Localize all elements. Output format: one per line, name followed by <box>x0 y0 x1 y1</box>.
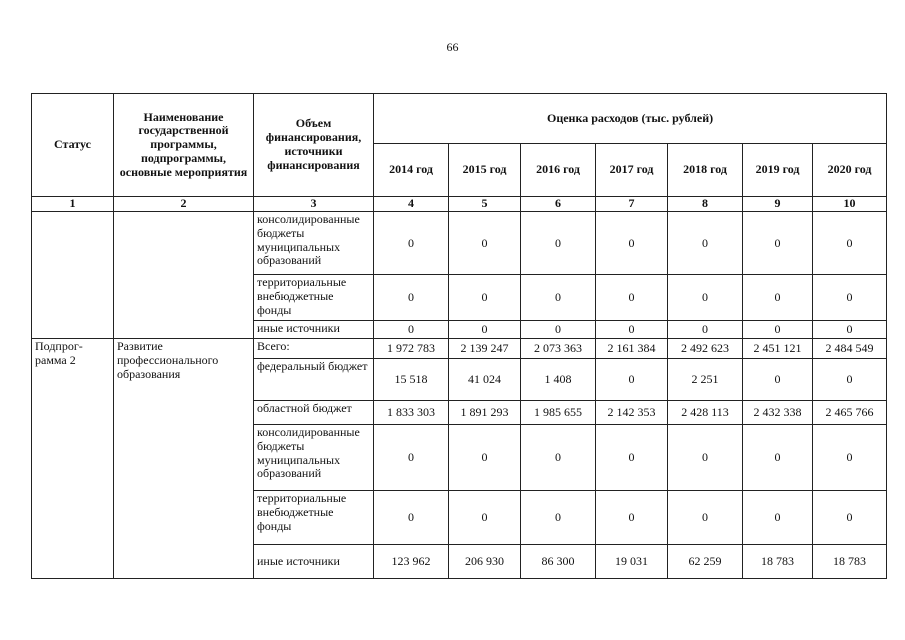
value-cell: 0 <box>743 425 813 491</box>
name-cell: Развитие профессионального образования <box>114 339 254 579</box>
value-cell: 0 <box>813 212 887 275</box>
header-year: 2015 год <box>449 144 521 197</box>
value-cell: 2 073 363 <box>521 339 596 359</box>
value-cell: 1 833 303 <box>374 401 449 425</box>
header-year: 2020 год <box>813 144 887 197</box>
header-volume: Объем финансирования, источники финансирования <box>254 94 374 197</box>
value-cell: 0 <box>743 359 813 401</box>
value-cell: 0 <box>668 275 743 321</box>
value-cell: 0 <box>449 275 521 321</box>
source-cell: консолидированные бюджеты муниципальных образований <box>254 212 374 275</box>
value-cell: 2 139 247 <box>449 339 521 359</box>
header-year: 2018 год <box>668 144 743 197</box>
value-cell: 2 432 338 <box>743 401 813 425</box>
page-number: 66 <box>446 40 459 54</box>
value-cell: 41 024 <box>449 359 521 401</box>
value-cell: 18 783 <box>743 545 813 579</box>
value-cell: 1 985 655 <box>521 401 596 425</box>
header-year: 2019 год <box>743 144 813 197</box>
value-cell: 2 161 384 <box>596 339 668 359</box>
value-cell: 0 <box>521 491 596 545</box>
value-cell: 0 <box>596 212 668 275</box>
name-cell <box>114 212 254 339</box>
header-name: Наименование государственной программы, подпрограммы, основные мероприятия <box>114 94 254 197</box>
value-cell: 1 408 <box>521 359 596 401</box>
value-cell: 0 <box>668 491 743 545</box>
column-number: 10 <box>813 197 887 212</box>
value-cell: 0 <box>743 275 813 321</box>
column-number: 4 <box>374 197 449 212</box>
value-cell: 1 972 783 <box>374 339 449 359</box>
value-cell: 0 <box>521 275 596 321</box>
value-cell: 0 <box>813 275 887 321</box>
value-cell: 2 142 353 <box>596 401 668 425</box>
value-cell: 0 <box>374 321 449 339</box>
value-cell: 0 <box>743 212 813 275</box>
value-cell: 0 <box>743 491 813 545</box>
value-cell: 123 962 <box>374 545 449 579</box>
value-cell: 0 <box>813 425 887 491</box>
value-cell: 0 <box>374 425 449 491</box>
value-cell: 0 <box>813 321 887 339</box>
value-cell: 0 <box>596 425 668 491</box>
value-cell: 0 <box>596 359 668 401</box>
value-cell: 0 <box>449 212 521 275</box>
source-cell: территориальные внебюджетные фонды <box>254 491 374 545</box>
header-year: 2016 год <box>521 144 596 197</box>
value-cell: 0 <box>449 491 521 545</box>
column-number: 2 <box>114 197 254 212</box>
value-cell: 0 <box>668 425 743 491</box>
value-cell: 0 <box>596 321 668 339</box>
column-number: 9 <box>743 197 813 212</box>
value-cell: 0 <box>374 275 449 321</box>
header-year: 2014 год <box>374 144 449 197</box>
value-cell: 86 300 <box>521 545 596 579</box>
column-number: 3 <box>254 197 374 212</box>
column-number: 1 <box>32 197 114 212</box>
value-cell: 0 <box>374 491 449 545</box>
source-cell: иные источники <box>254 321 374 339</box>
value-cell: 15 518 <box>374 359 449 401</box>
column-number: 7 <box>596 197 668 212</box>
source-cell: территориальные внебюджетные фонды <box>254 275 374 321</box>
status-cell: Подпрог-рамма 2 <box>32 339 114 579</box>
value-cell: 0 <box>596 275 668 321</box>
value-cell: 0 <box>743 321 813 339</box>
value-cell: 0 <box>374 212 449 275</box>
value-cell: 62 259 <box>668 545 743 579</box>
column-number: 8 <box>668 197 743 212</box>
expenditure-table <box>31 93 887 579</box>
table-row <box>32 339 887 359</box>
value-cell: 0 <box>449 425 521 491</box>
value-cell: 0 <box>596 491 668 545</box>
source-cell: Всего: <box>254 339 374 359</box>
header-status: Статус <box>32 94 114 197</box>
value-cell: 2 451 121 <box>743 339 813 359</box>
value-cell: 2 465 766 <box>813 401 887 425</box>
value-cell: 0 <box>813 491 887 545</box>
source-cell: областной бюджет <box>254 401 374 425</box>
column-number: 6 <box>521 197 596 212</box>
value-cell: 2 484 549 <box>813 339 887 359</box>
value-cell: 0 <box>449 321 521 339</box>
value-cell: 2 492 623 <box>668 339 743 359</box>
source-cell: иные источники <box>254 545 374 579</box>
value-cell: 0 <box>521 212 596 275</box>
header-estimate: Оценка расходов (тыс. рублей) <box>374 94 887 144</box>
header-year: 2017 год <box>596 144 668 197</box>
value-cell: 0 <box>521 321 596 339</box>
value-cell: 19 031 <box>596 545 668 579</box>
value-cell: 0 <box>668 321 743 339</box>
value-cell: 0 <box>813 359 887 401</box>
table-row <box>32 212 887 275</box>
status-cell <box>32 212 114 339</box>
value-cell: 0 <box>521 425 596 491</box>
value-cell: 206 930 <box>449 545 521 579</box>
source-cell: федеральный бюджет <box>254 359 374 401</box>
value-cell: 1 891 293 <box>449 401 521 425</box>
value-cell: 0 <box>668 212 743 275</box>
value-cell: 2 428 113 <box>668 401 743 425</box>
column-number: 5 <box>449 197 521 212</box>
value-cell: 18 783 <box>813 545 887 579</box>
source-cell: консолидированные бюджеты муниципальных образований <box>254 425 374 491</box>
value-cell: 2 251 <box>668 359 743 401</box>
